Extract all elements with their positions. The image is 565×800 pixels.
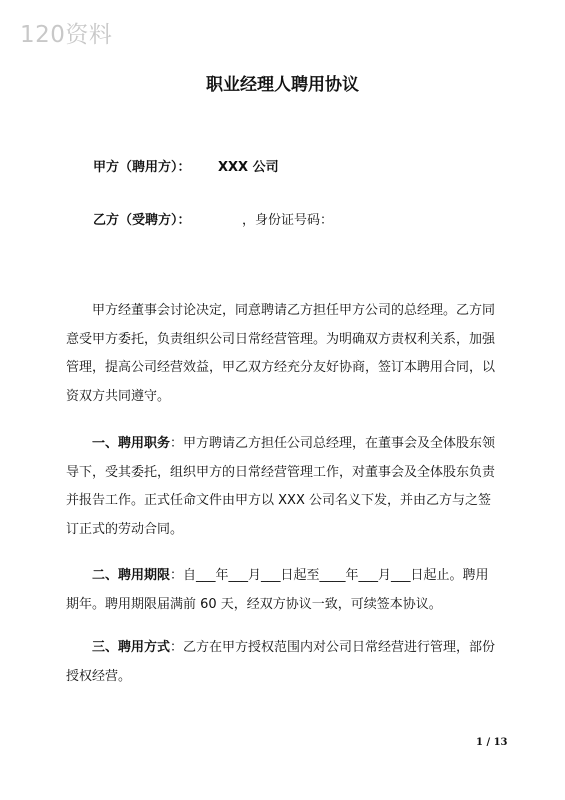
party-b-label: 乙方（受聘方）： (93, 213, 191, 228)
party-b-line (93, 209, 334, 228)
page-number: 1 / 13 (476, 737, 508, 748)
document-title: 职业经理人聘用协议 (206, 75, 359, 95)
party-a-value: XXX 公司 (218, 160, 279, 175)
section-text: ：自___年___月___日起至____年___月___日起止。聘用期年。聘用期限届满前 60 天，经双方协议一致，可续签本协议。 (66, 568, 489, 612)
section-text: ：乙方在甲方授权范围内对公司日常经营进行管理，部份授权经营。 (66, 640, 496, 684)
watermark: 120资料 (20, 22, 113, 48)
party-b-value: ，身份证号码： (242, 213, 334, 228)
party-a-line (93, 156, 279, 175)
section-term (66, 562, 501, 619)
section-text: ：甲方聘请乙方担任公司总经理，在董事会及全体股东领导下，受其委托，组织甲方的日常经营管理工作，对董事会及全体股东负责并报告工作。正式任命文件由甲方以 XXX 公司名义下发，并由乙方与之签订正式的劳动合同。 (66, 436, 496, 537)
section-heading: 一、聘用职务 (92, 436, 171, 451)
section-method (66, 634, 501, 691)
party-a-label: 甲方（聘用方）： (93, 160, 191, 175)
section-heading: 三、聘用方式 (92, 640, 171, 655)
section-heading: 二、聘用期限 (92, 568, 171, 583)
intro-paragraph: 甲方经董事会讨论决定，同意聘请乙方担任甲方公司的总经理。乙方同意受甲方委托，负责组织公司日常经营管理。为明确双方责权利关系，加强管理，提高公司经营效益，甲乙双方经充分友好协商，签订本聘用合同，以资双方共同遵守。 (66, 303, 496, 404)
section-position (66, 430, 501, 544)
